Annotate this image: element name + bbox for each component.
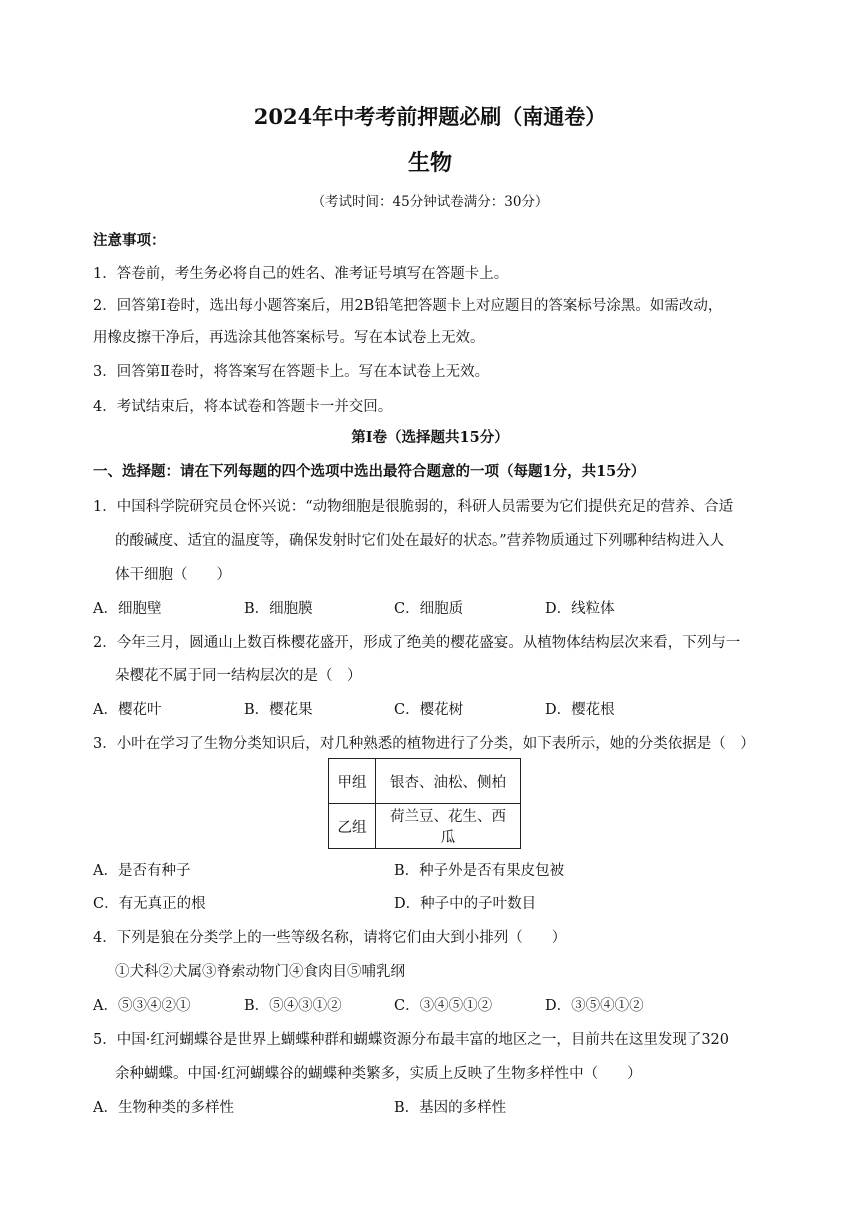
question-5-option-a: A．生物种类的多样性 — [93, 1100, 234, 1116]
question-1-line: 的酸碱度、适宜的温度等，确保发射时它们处在最好的状态。”营养物质通过下列哪种结构进入人 — [115, 533, 725, 549]
question-2-option-c: C．樱花树 — [394, 702, 464, 718]
question-4-option-a: A．⑤③④②① — [93, 998, 191, 1014]
page-title: 2024年中考考前押题必刷（南通卷） — [253, 104, 607, 129]
question-1-option-c: C．细胞质 — [394, 601, 464, 617]
section-title: 第Ⅰ卷（选择题共15分） — [351, 429, 509, 446]
question-1-option-d: D．线粒体 — [545, 601, 615, 617]
classification-table — [328, 758, 521, 849]
table-cell-group: 甲组 — [329, 759, 376, 804]
note-item: 用橡皮擦干净后，再选涂其他答案标号。写在本试卷上无效。 — [93, 330, 485, 346]
table-row — [329, 759, 521, 804]
question-2-line: 2．今年三月，圆通山上数百株樱花盛开，形成了绝美的樱花盛宴。从植物体结构层次来看，下列与一 — [93, 635, 741, 651]
question-3-option-a: A．是否有种子 — [93, 863, 191, 879]
question-2-option-d: D．樱花根 — [545, 702, 615, 718]
notes-heading: 注意事项： — [93, 232, 166, 249]
question-3-line: 3．小叶在学习了生物分类知识后，对几种熟悉的植物进行了分类，如下表所示，她的分类依据是（ ） — [93, 736, 755, 752]
question-1-option-a: A．细胞壁 — [93, 601, 162, 617]
question-2-option-a: A．樱花叶 — [93, 702, 162, 718]
question-4-option-b: B．⑤④③①② — [244, 998, 342, 1014]
table-cell-plants: 银杏、油松、侧柏 — [376, 759, 521, 804]
question-5-line: 5．中国·红河蝴蝶谷是世界上蝴蝶种群和蝴蝶资源分布最丰富的地区之一，目前共在这里发现了320 — [93, 1032, 730, 1048]
question-3-option-b: B．种子外是否有果皮包被 — [394, 863, 565, 879]
question-3-option-c: C．有无真正的根 — [93, 896, 206, 912]
exam-info: （考试时间：45分钟试卷满分：30分） — [311, 194, 549, 210]
question-4-line: 4．下列是狼在分类学上的一些等级名称，请将它们由大到小排列（ ） — [93, 930, 567, 946]
question-2-line: 朵樱花不属于同一结构层次的是（ ） — [115, 668, 362, 684]
note-item: 1．答卷前，考生务必将自己的姓名、准考证号填写在答题卡上。 — [93, 266, 509, 282]
note-item: 4．考试结束后，将本试卷和答题卡一并交回。 — [93, 399, 393, 415]
table-row — [329, 804, 521, 849]
question-5-line: 余种蝴蝶。中国·红河蝴蝶谷的蝴蝶种类繁多，实质上反映了生物多样性中（ ） — [115, 1066, 642, 1082]
question-1-option-b: B．细胞膜 — [244, 601, 313, 617]
question-3-option-d: D．种子中的子叶数目 — [394, 896, 537, 912]
question-4-line: ①犬科②犬属③脊索动物门④食肉目⑤哺乳纲 — [115, 964, 405, 980]
question-1-line: 体干细胞（ ） — [115, 567, 231, 583]
note-item: 2．回答第Ⅰ卷时，选出每小题答案后，用2B铅笔把答题卡上对应题目的答案标号涂黑。如需改动， — [93, 298, 723, 314]
question-4-option-d: D．③⑤④①② — [545, 998, 644, 1014]
question-5-option-b: B．基因的多样性 — [394, 1100, 507, 1116]
question-1-line: 1．中国科学院研究员仓怀兴说：“动物细胞是很脆弱的，科研人员需要为它们提供充足的营养、合适 — [93, 499, 734, 515]
question-4-option-c: C．③④⑤①② — [394, 998, 493, 1014]
table-cell-group: 乙组 — [329, 804, 376, 849]
section-instruction: 一、选择题：请在下列每题的四个选项中选出最符合题意的一项（每题1分，共15分） — [93, 463, 646, 480]
question-2-option-b: B．樱花果 — [244, 702, 313, 718]
table-cell-plants: 荷兰豆、花生、西瓜 — [376, 804, 521, 849]
subject-title: 生物 — [407, 150, 452, 176]
note-item: 3．回答第Ⅱ卷时，将答案写在答题卡上。写在本试卷上无效。 — [93, 364, 490, 380]
